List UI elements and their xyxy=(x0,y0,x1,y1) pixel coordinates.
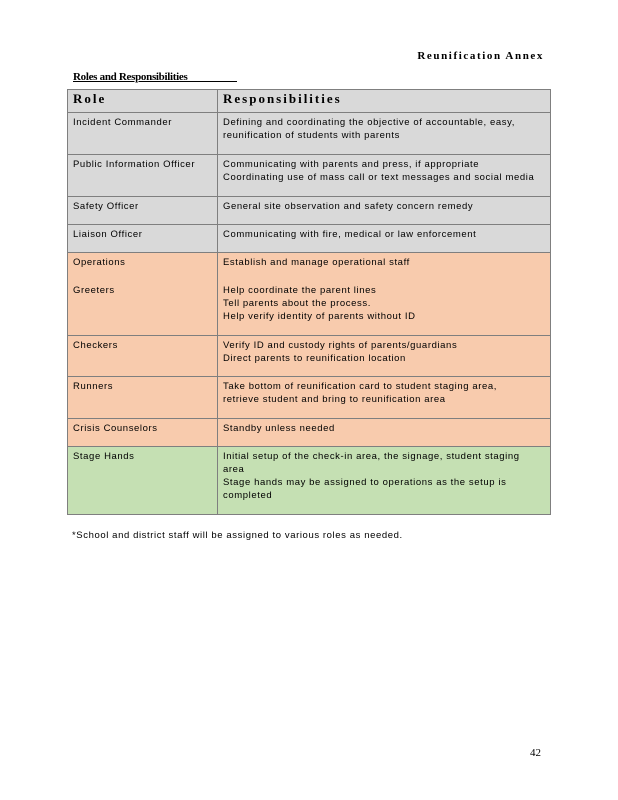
responsibility-line: Help coordinate the parent lines xyxy=(223,285,377,296)
responsibility-cell xyxy=(218,377,551,419)
role-cell: Crisis Counselors xyxy=(68,419,218,447)
table-row xyxy=(68,419,551,447)
responsibility-line: Communicating with parents and press, if appropriate xyxy=(223,159,480,170)
footnote: *School and district staff will be assigned to various roles as needed. xyxy=(72,530,403,541)
responsibility-line: Verify ID and custody rights of parents/guardians xyxy=(223,340,458,351)
role-cell: Liaison Officer xyxy=(68,225,218,253)
responsibility-line: Initial setup of the check-in area, the signage, student staging xyxy=(223,451,520,462)
responsibility-line: Establish and manage operational staff xyxy=(223,257,410,268)
table-row xyxy=(68,377,551,419)
table-row xyxy=(68,253,551,336)
responsibility-line: retrieve student and bring to reunification area xyxy=(223,394,446,405)
title-underline xyxy=(182,81,237,82)
role-cell: Checkers xyxy=(68,336,218,377)
responsibility-line: Take bottom of reunification card to student staging area, xyxy=(223,381,498,392)
responsibility-line: Coordinating use of mass call or text messages and social media xyxy=(223,172,535,183)
responsibility-line: Help verify identity of parents without ID xyxy=(223,311,416,322)
responsibility-line: Direct parents to reunification location xyxy=(223,353,406,364)
responsibility-line: reunification of students with parents xyxy=(223,130,400,141)
responsibility-line: General site observation and safety concern remedy xyxy=(223,201,474,212)
role-cell: Public Information Officer xyxy=(68,155,218,197)
table-row xyxy=(68,113,551,155)
responsibility-cell xyxy=(218,419,551,447)
responsibility-line: area xyxy=(223,464,245,475)
role-cell: Runners xyxy=(68,377,218,419)
table-header-row xyxy=(68,90,551,113)
responsibility-cell xyxy=(218,336,551,377)
annex-title: Reunification Annex xyxy=(417,50,544,62)
section-title: Roles and Responsibilities xyxy=(73,71,188,83)
responsibility-cell xyxy=(218,113,551,155)
responsibility-cell xyxy=(218,155,551,197)
sub-role-label: Greeters xyxy=(73,285,115,296)
responsibility-line: Communicating with fire, medical or law enforcement xyxy=(223,229,477,240)
responsibility-line: Tell parents about the process. xyxy=(223,298,371,309)
header-responsibilities: Responsibilities xyxy=(218,90,551,113)
responsibility-cell xyxy=(218,225,551,253)
responsibility-line: Defining and coordinating the objective of accountable, easy, xyxy=(223,117,516,128)
roles-table xyxy=(67,89,551,515)
role-label: Operations xyxy=(73,257,126,268)
header-role: Role xyxy=(68,90,218,113)
table-row xyxy=(68,155,551,197)
table-row xyxy=(68,336,551,377)
responsibility-cell xyxy=(218,253,551,336)
responsibility-cell xyxy=(218,447,551,515)
role-cell: Safety Officer xyxy=(68,197,218,225)
role-cell xyxy=(68,253,218,336)
role-cell: Stage Hands xyxy=(68,447,218,515)
responsibility-line: Stage hands may be assigned to operations as the setup is xyxy=(223,477,507,488)
page-number: 42 xyxy=(530,747,541,759)
role-cell: Incident Commander xyxy=(68,113,218,155)
responsibility-line: completed xyxy=(223,490,273,501)
responsibility-cell xyxy=(218,197,551,225)
table-row xyxy=(68,447,551,515)
table-row xyxy=(68,225,551,253)
responsibility-line: Standby unless needed xyxy=(223,423,335,434)
table-row xyxy=(68,197,551,225)
